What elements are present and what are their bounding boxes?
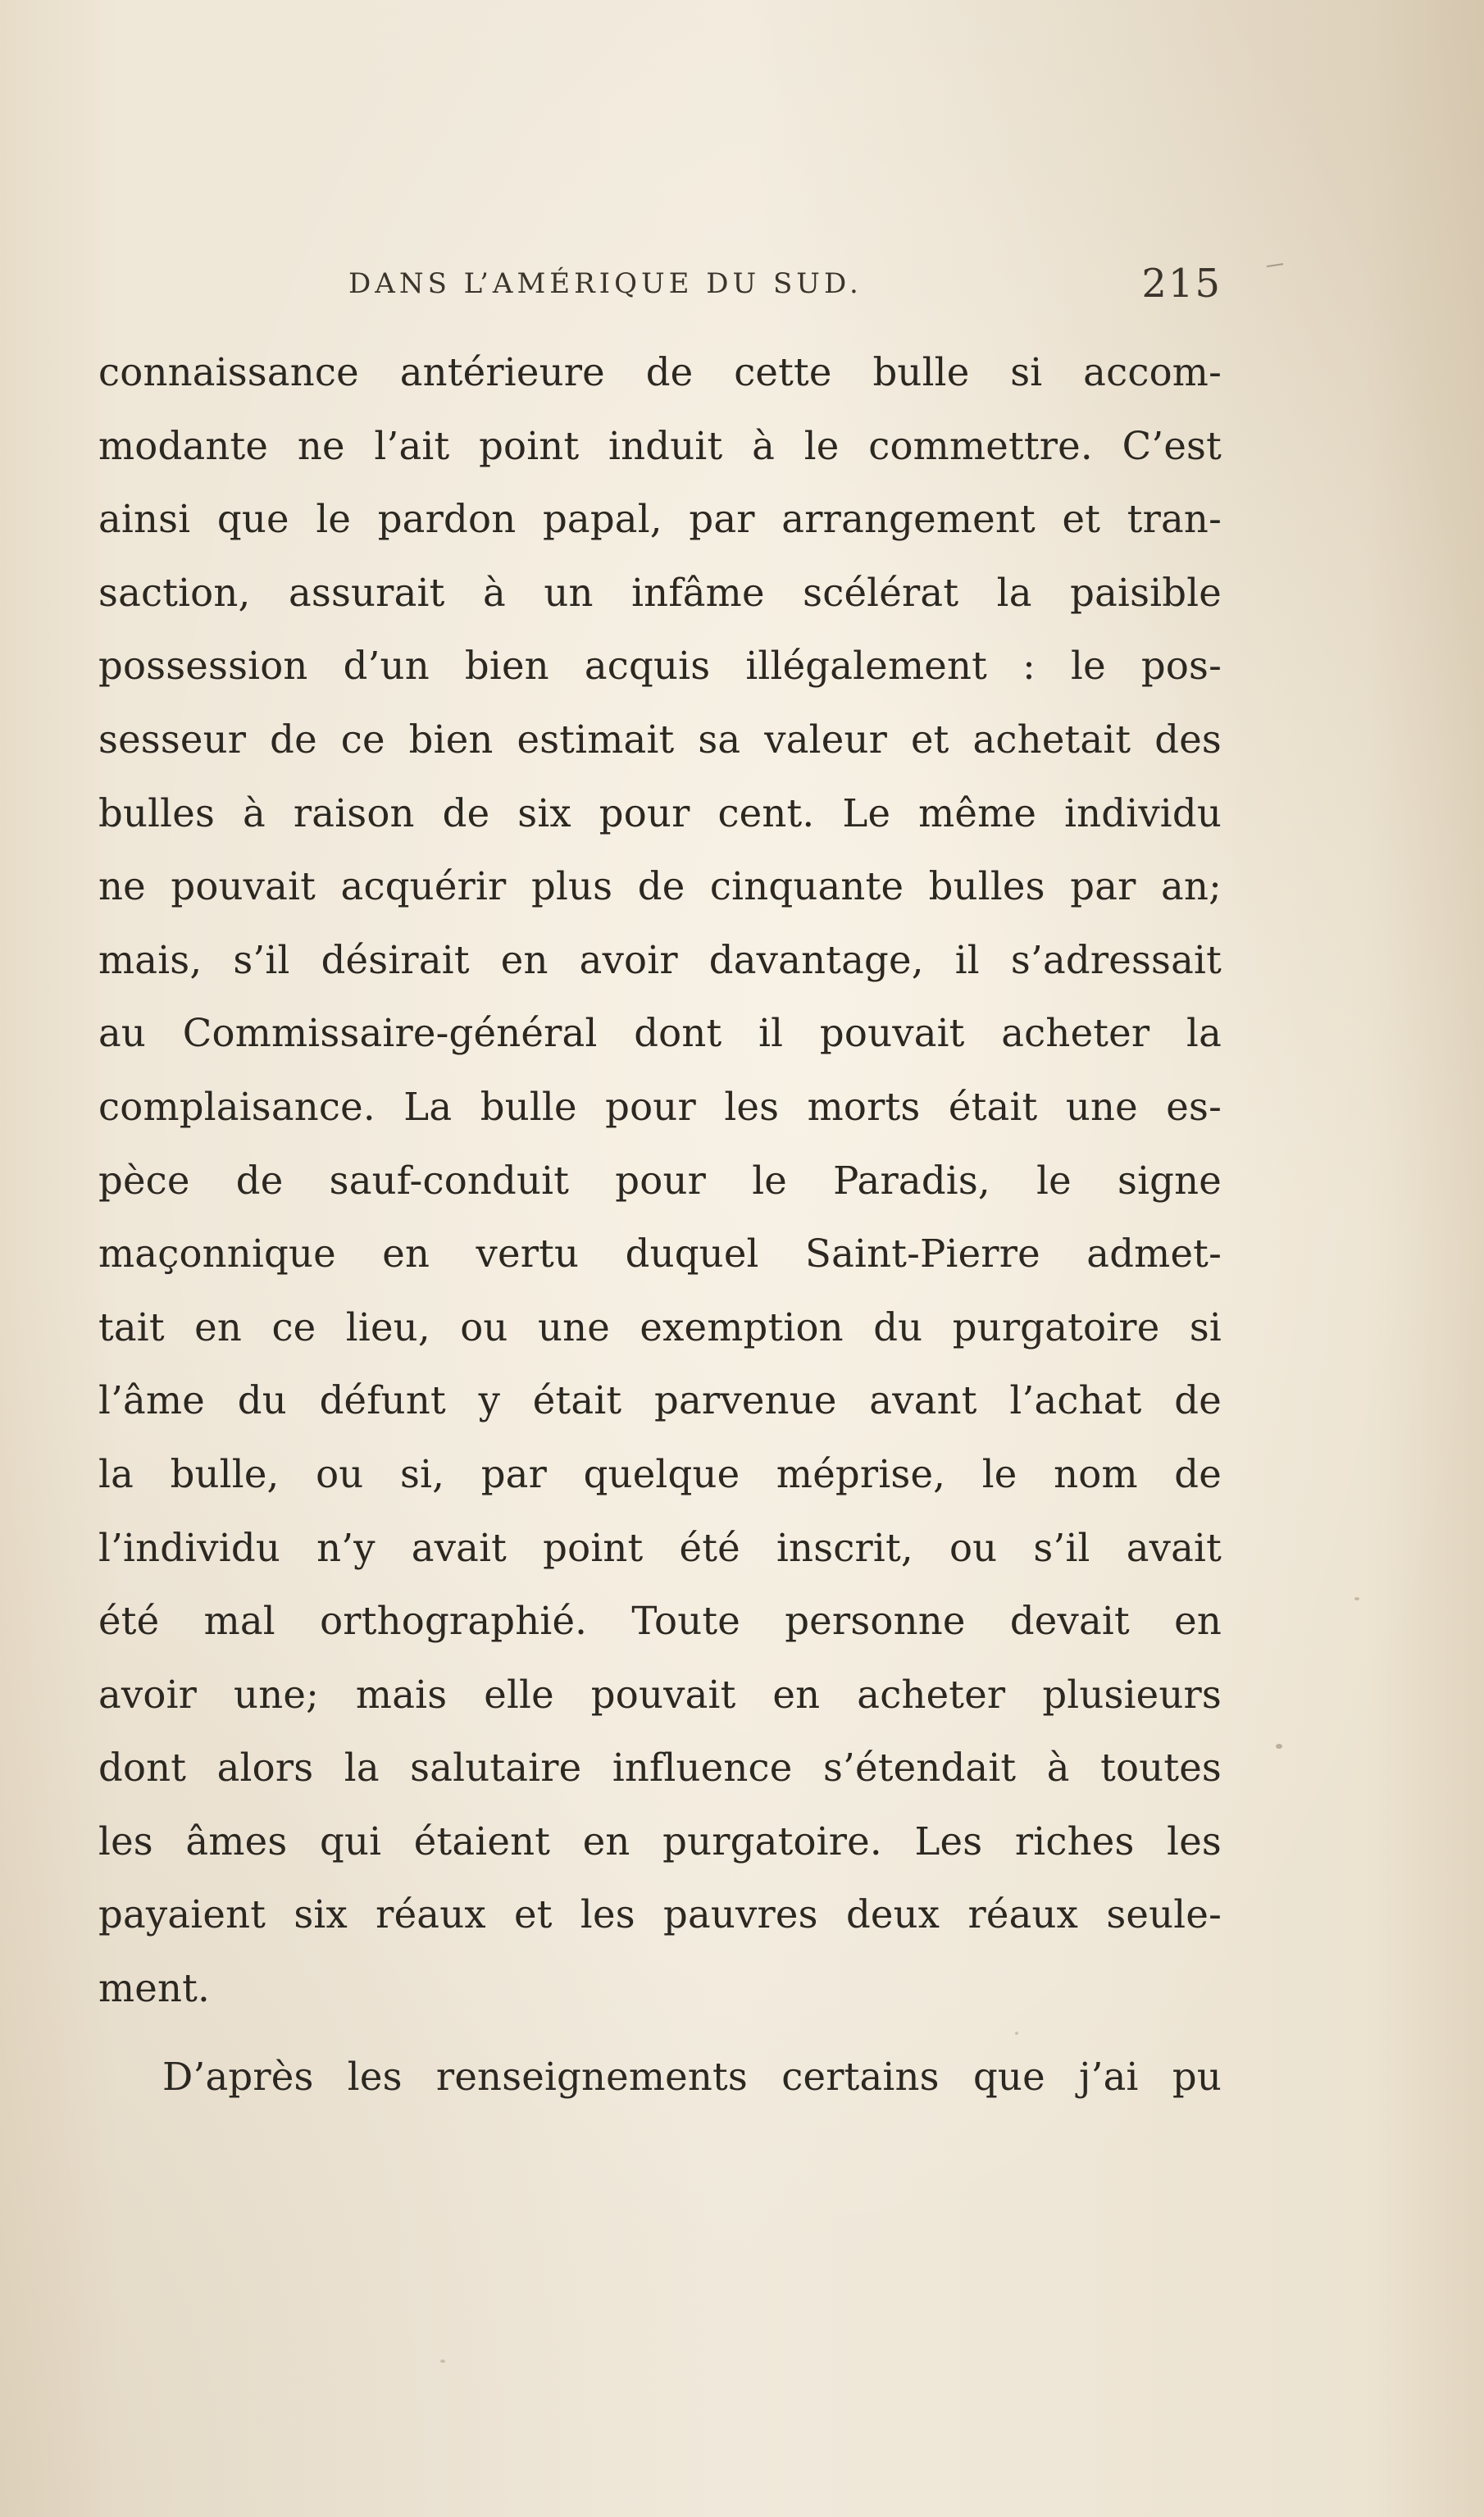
text-line: ainsi que le pardon papal, par arrangement et tran- (98, 497, 1222, 542)
text-line: connaissance antérieure de cette bulle si accom- (98, 350, 1222, 394)
running-head-title: DANS L’AMÉRIQUE DU SUD. (348, 267, 863, 300)
text-line: modante ne l’ait point induit à le commettre. C’est (98, 423, 1222, 468)
text-line: saction, assurait à un infâme scélérat la paisible (98, 570, 1222, 615)
paragraph-1 (98, 336, 1222, 2026)
text-line: ne pouvait acquérir plus de cinquante bulles par an; (98, 864, 1222, 909)
body-text (98, 336, 1222, 2114)
text-line: tait en ce lieu, ou une exemption du purgatoire si (98, 1304, 1222, 1350)
text-line: sesseur de ce bien estimait sa valeur et achetait des (98, 717, 1222, 762)
text-line: l’individu n’y avait point été inscrit, ou s’il avait (98, 1525, 1222, 1570)
text-line: D’après les renseignements certains que j’ai pu (162, 2054, 1222, 2099)
text-line: bulles à raison de six pour cent. Le même individu (98, 790, 1222, 835)
text-line: complaisance. La bulle pour les morts était une es- (98, 1084, 1222, 1129)
paragraph-gap (98, 2026, 1222, 2041)
text-line: dont alors la salutaire influence s’étendait à toutes (98, 1746, 1222, 1791)
text-line: la bulle, ou si, par quelque méprise, le nom de (98, 1451, 1222, 1496)
text-line: été mal orthographié. Toute personne devait en (98, 1599, 1222, 1644)
page-number: 215 (1141, 261, 1222, 307)
text-line: l’âme du défunt y était parvenue avant l’achat de (98, 1378, 1222, 1423)
text-line: payaient six réaux et les pauvres deux réaux seule- (98, 1892, 1222, 1937)
text-line: mais, s’il désirait en avoir davantage, il s’adressait (98, 937, 1222, 982)
text-line: ment. (98, 1966, 211, 2011)
text-line: avoir une; mais elle pouvait en acheter plusieurs (98, 1672, 1222, 1717)
text-line: au Commissaire-général dont il pouvait acheter la (98, 1011, 1222, 1056)
text-line: possession d’un bien acquis illégalement : le pos- (98, 644, 1222, 689)
text-line: maçonnique en vertu duquel Saint-Pierre admet- (98, 1231, 1222, 1277)
text-line: les âmes qui étaient en purgatoire. Les riches les (98, 1818, 1222, 1864)
running-head (98, 261, 1222, 310)
text-line: pèce de sauf-conduit pour le Paradis, le signe (98, 1158, 1222, 1203)
paragraph-2 (98, 2041, 1222, 2114)
